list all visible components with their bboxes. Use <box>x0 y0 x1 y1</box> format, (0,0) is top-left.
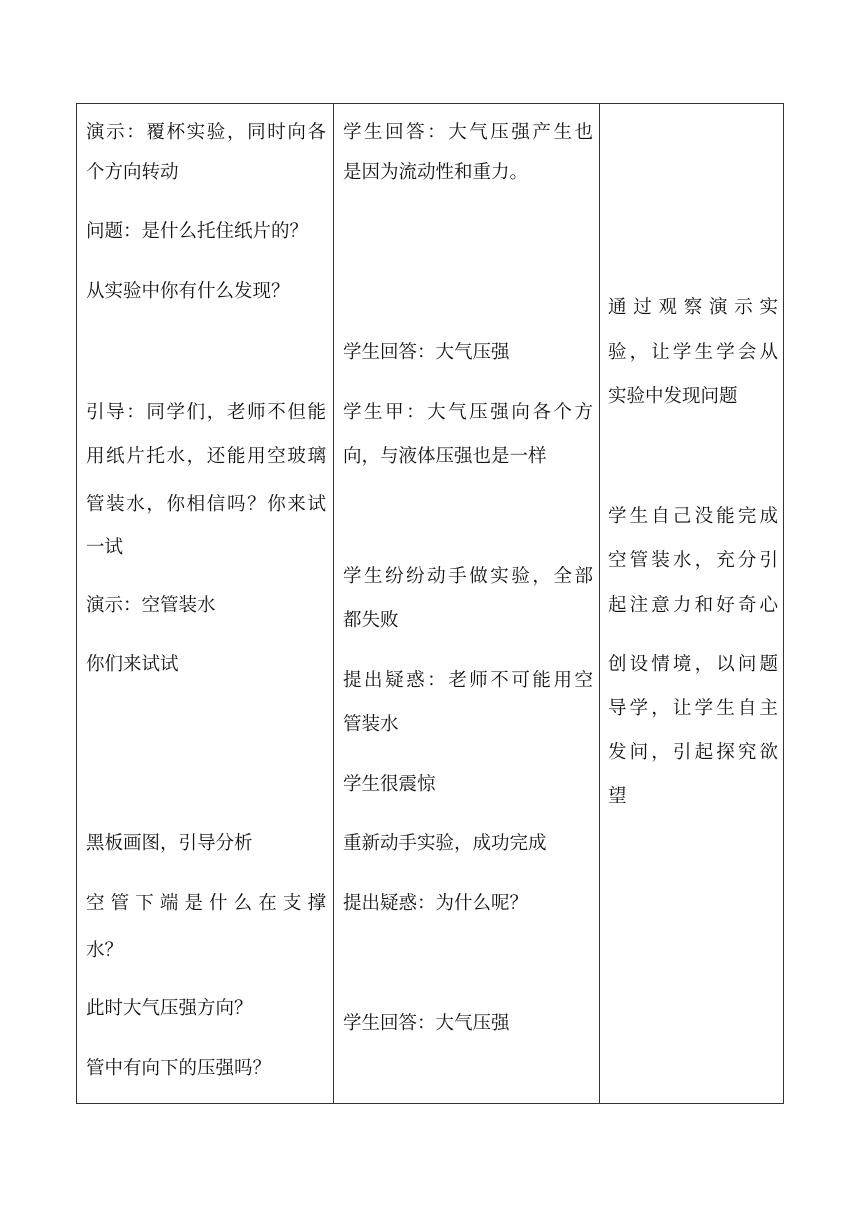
student-activity-column <box>334 104 600 1103</box>
text-line: 学生很震惊 <box>343 774 436 795</box>
text-line: 重新动手实验，成功完成 <box>343 833 547 854</box>
text-line: 学生回答：大气压强 <box>343 342 510 363</box>
text-line: 引导：同学们，老师不但能 <box>86 402 326 423</box>
text-line: 此时大气压强方向？ <box>86 998 253 1019</box>
text-line: 导学，让学生自主 <box>608 698 778 719</box>
text-line: 学生甲：大气压强向各个方 <box>343 402 593 423</box>
text-line: 创设情境，以问题 <box>608 654 778 675</box>
text-line: 演示：覆杯实验，同时向各 <box>86 122 326 143</box>
text-line: 学生自己没能完成 <box>608 506 778 527</box>
text-line: 向，与液体压强也是一样 <box>343 446 547 467</box>
text-line: 用纸片托水，还能用空玻璃 <box>86 446 326 467</box>
text-line: 提出疑惑：为什么呢？ <box>343 893 529 914</box>
text-line: 管中有向下的压强吗？ <box>86 1058 272 1079</box>
teacher-activity-column <box>77 104 334 1103</box>
lesson-table <box>76 103 784 1104</box>
text-line: 学生回答：大气压强 <box>343 1013 510 1034</box>
text-line: 学生纷纷动手做实验，全部 <box>343 566 593 587</box>
text-line: 提出疑惑：老师不可能用空 <box>343 670 593 691</box>
text-line: 验，让学生学会从 <box>608 342 778 363</box>
text-line: 通过观察演示实 <box>608 297 778 318</box>
text-line: 一试 <box>86 537 124 558</box>
text-line: 实验中发现问题 <box>608 386 738 407</box>
text-line: 问题：是什么托住纸片的？ <box>86 221 309 242</box>
text-line: 演示：空管装水 <box>86 595 216 616</box>
text-line: 管装水 <box>343 714 399 735</box>
text-line: 是因为流动性和重力。 <box>343 162 529 183</box>
text-line: 都失败 <box>343 610 399 631</box>
text-line: 起注意力和好奇心 <box>608 595 778 616</box>
text-line: 空管装水，充分引 <box>608 550 778 571</box>
text-line: 个方向转动 <box>86 162 179 183</box>
text-line: 水？ <box>86 940 124 961</box>
text-line: 望 <box>608 786 627 807</box>
text-line: 从实验中你有什么发现？ <box>86 281 290 302</box>
text-line: 管装水，你相信吗？你来试 <box>86 494 326 515</box>
text-line: 发问，引起探究欲 <box>608 742 778 763</box>
design-intent-column <box>600 104 784 1103</box>
text-line: 你们来试试 <box>86 654 179 675</box>
text-line: 黑板画图，引导分析 <box>86 833 253 854</box>
text-line: 学生回答：大气压强产生也 <box>343 122 593 143</box>
text-line: 空管下端是什么在支撑 <box>86 893 326 914</box>
